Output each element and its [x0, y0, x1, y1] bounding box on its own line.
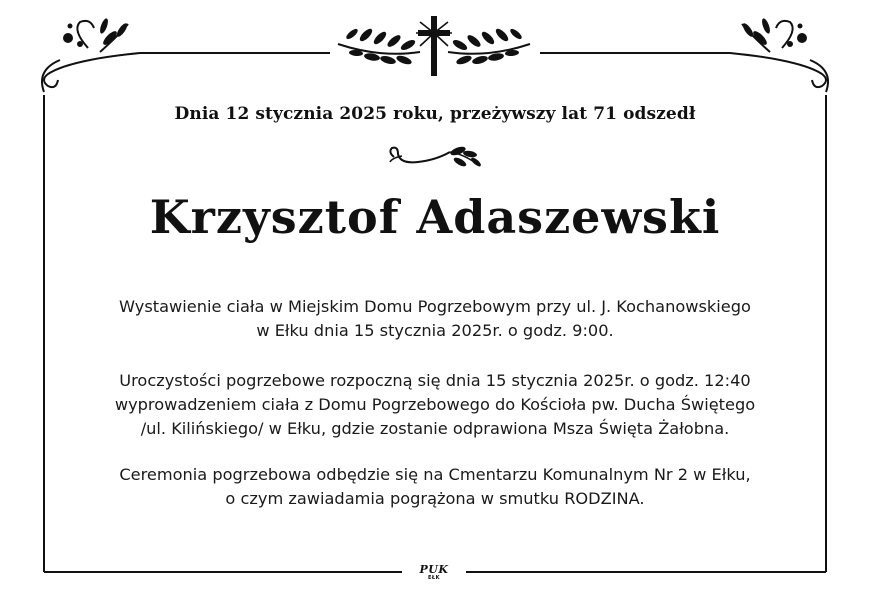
puk-logo: [411, 564, 457, 581]
paragraph-line: o czym zawiadamia pogrążona w smutku RODZINA.: [225, 489, 645, 508]
burial-paragraph: [60, 463, 810, 511]
leaf-swirl-icon: [384, 142, 486, 172]
paragraph-line: /ul. Kilińskiego/ w Ełku, gdzie zostanie odprawiona Msza Święta Żałobna.: [140, 419, 730, 438]
paragraph-line: Wystawienie ciała w Miejskim Domu Pogrzebowym przy ul. J. Kochanowskiego: [119, 297, 751, 316]
paragraph-line: Uroczystości pogrzebowe rozpoczną się dnia 15 stycznia 2025r. o godz. 12:40: [119, 371, 751, 390]
paragraph-line: wyprowadzeniem ciała z Domu Pogrzebowego do Kościoła pw. Ducha Świętego: [114, 395, 756, 414]
logo-sub-text: EŁK: [427, 575, 440, 581]
deceased-name: Krzysztof Adaszewski: [149, 190, 721, 244]
floral-scroll-icon: [730, 17, 828, 92]
top-ornament: [0, 0, 870, 100]
headline: Dnia 12 stycznia 2025 roku, przeżywszy lat 71 odszedł: [174, 104, 696, 124]
floral-scroll-icon: [42, 17, 140, 92]
paragraph-line: w Ełku dnia 15 stycznia 2025r. o godz. 9:00.: [256, 321, 614, 340]
ceremony-paragraph: [60, 369, 810, 441]
logo-main-text: PUK: [419, 563, 449, 576]
viewing-paragraph: [60, 295, 810, 343]
cross-with-laurel-icon: [338, 16, 530, 76]
paragraph-line: Ceremonia pogrzebowa odbędzie się na Cmentarzu Komunalnym Nr 2 w Ełku,: [119, 465, 751, 484]
